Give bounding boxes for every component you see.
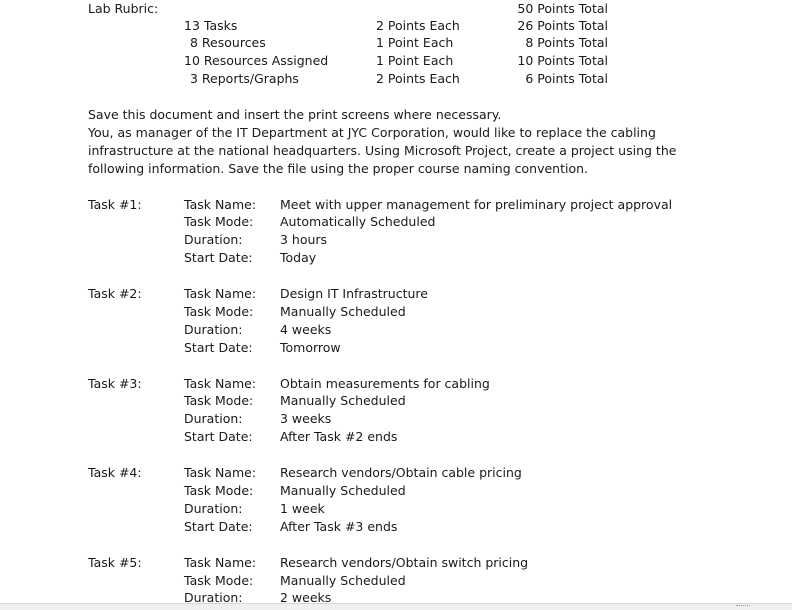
task-mode-label: Task Mode: [184,483,254,498]
instructions-save-line: Save this document and insert the print screens where necessary. [88,107,502,122]
start-date-label: Start Date: [184,519,253,534]
rubric-total: 8 Points Total [525,35,608,50]
start-date-value: Today [280,250,317,265]
task-heading: Task #3: [88,376,142,391]
duration-label: Duration: [184,501,243,516]
task-mode-label: Task Mode: [184,573,254,588]
duration-label: Duration: [184,232,243,247]
start-date-value: Tomorrow [280,340,341,355]
task-heading: Task #5: [88,555,142,570]
task-mode-label: Task Mode: [184,214,254,229]
task-name-label: Task Name: [184,197,257,212]
task-mode-label: Task Mode: [184,393,254,408]
task-heading: Task #1: [88,197,142,212]
rubric-item: 10 Resources Assigned [184,53,329,68]
task-mode-value: Manually Scheduled [280,304,406,319]
task-mode-value: Manually Scheduled [280,393,406,408]
task-name-value: Obtain measurements for cabling [280,376,490,391]
rubric-points: 1 Point Each [376,53,454,68]
resize-grip-icon[interactable] [736,605,750,610]
duration-value: 4 weeks [280,322,332,337]
task-mode-value: Manually Scheduled [280,573,406,588]
task-name-value: Research vendors/Obtain cable pricing [280,465,522,480]
duration-value: 1 week [280,501,325,516]
duration-value: 2 weeks [280,590,332,603]
start-date-label: Start Date: [184,250,253,265]
start-date-value: After Task #3 ends [280,519,398,534]
duration-label: Duration: [184,411,243,426]
rubric-title: Lab Rubric: [88,1,159,16]
task-mode-value: Manually Scheduled [280,483,406,498]
rubric-points: 1 Point Each [376,35,454,50]
task-name-label: Task Name: [184,465,257,480]
task-heading: Task #4: [88,465,142,480]
rubric-item: 3 Reports/Graphs [190,71,299,86]
task-block-5 [0,554,792,603]
start-date-label: Start Date: [184,429,253,444]
start-date-value: After Task #2 ends [280,429,398,444]
instructions-paragraph: You, as manager of the IT Department at JYC Corporation, would like to replace the cabling infrastructure at the national headquarters. Using Microsoft Project, create a project using the following information. Save the file using the proper course naming convention. [88,125,677,176]
task-mode-label: Task Mode: [184,304,254,319]
rubric-grand-total: 50 Points Total [517,1,608,16]
rubric-row [0,17,792,35]
duration-value: 3 hours [280,232,328,247]
duration-label: Duration: [184,322,243,337]
task-mode-value: Automatically Scheduled [280,214,436,229]
rubric-points: 2 Points Each [376,71,460,86]
rubric-row [0,52,792,70]
rubric-row [0,34,792,52]
rubric-item: 8 Resources [190,35,266,50]
rubric-total: 10 Points Total [517,53,608,68]
rubric-total: 6 Points Total [525,71,608,86]
task-block-2 [0,285,792,357]
task-name-label: Task Name: [184,555,257,570]
task-name-label: Task Name: [184,286,257,301]
duration-label: Duration: [184,590,243,603]
rubric-total: 26 Points Total [517,18,608,33]
task-heading: Task #2: [88,286,142,301]
rubric-row [0,70,792,88]
task-name-value: Meet with upper management for preliminary project approval [280,197,673,212]
task-block-1 [0,196,792,268]
task-name-label: Task Name: [184,376,257,391]
duration-value: 3 weeks [280,411,332,426]
task-block-4 [0,464,792,536]
rubric-item: 13 Tasks [184,18,238,33]
task-block-3 [0,375,792,447]
status-bar [0,603,792,610]
task-name-value: Design IT Infrastructure [280,286,428,301]
start-date-label: Start Date: [184,340,253,355]
task-name-value: Research vendors/Obtain switch pricing [280,555,529,570]
rubric-points: 2 Points Each [376,18,460,33]
